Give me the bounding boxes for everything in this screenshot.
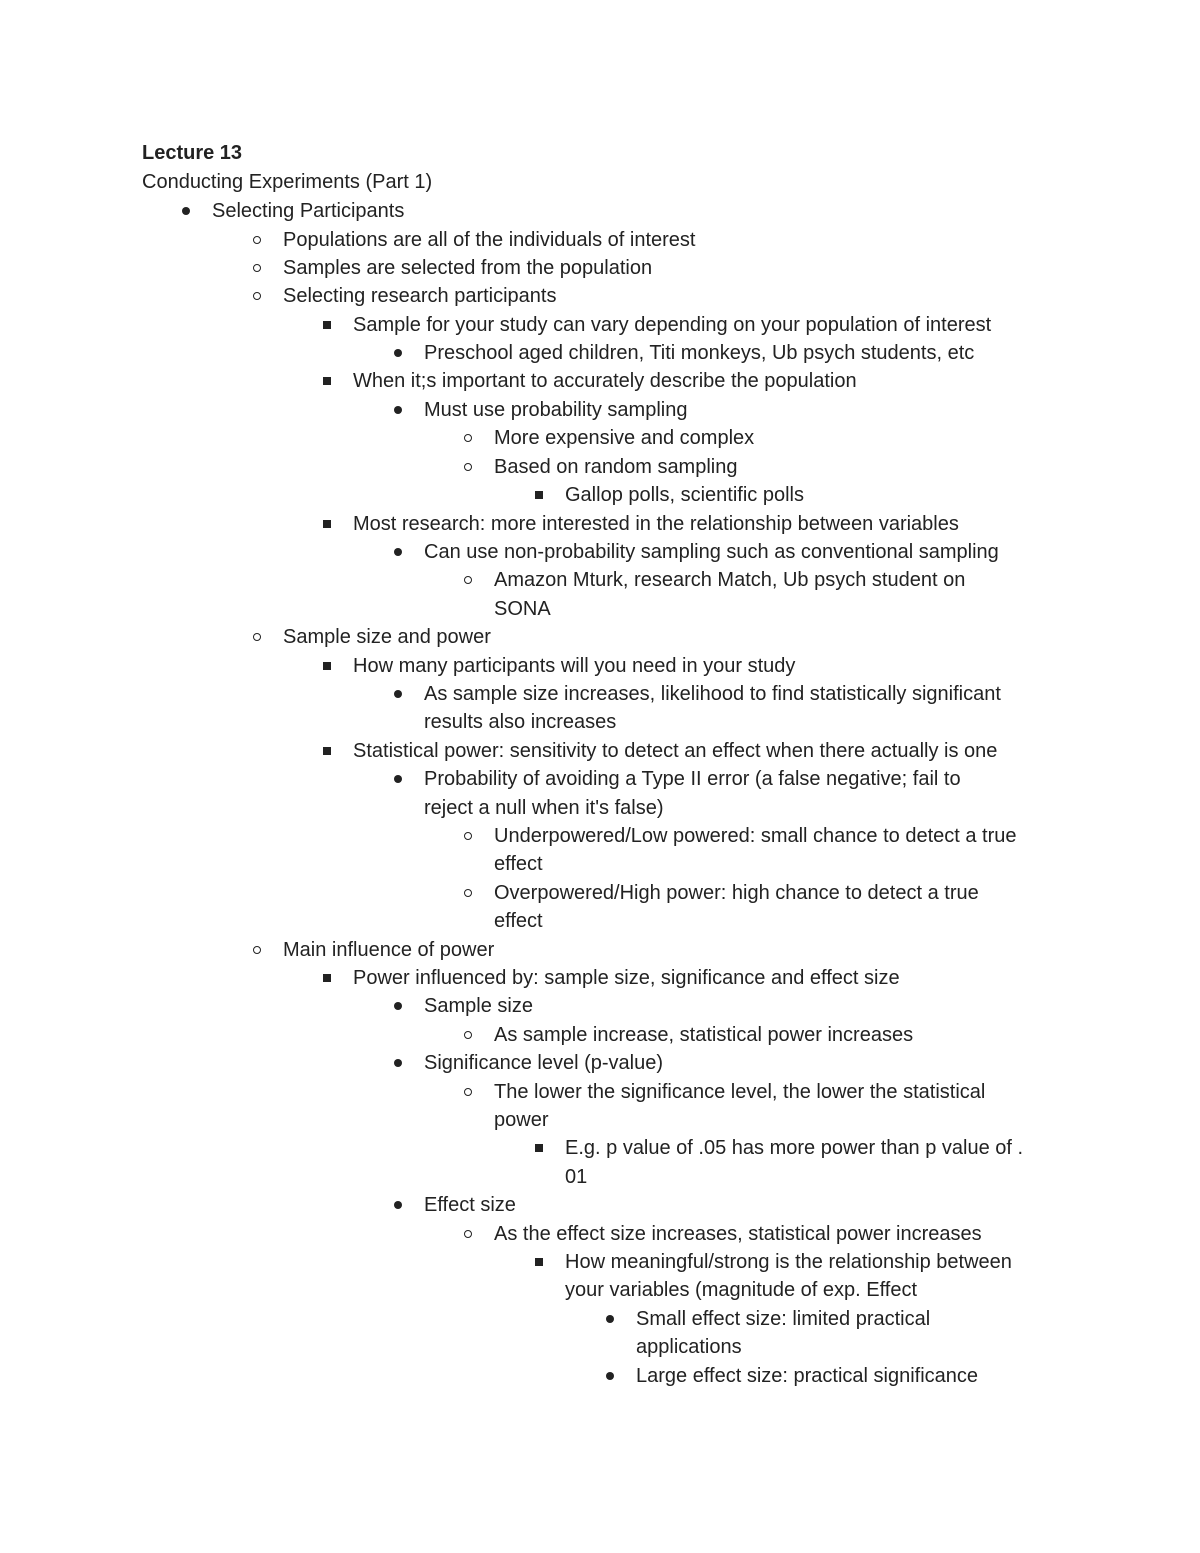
list-item: Sample size and power [283,626,491,648]
list-item: Selecting Participants [212,200,405,222]
list-item: As sample increase, statistical power increases [494,1024,914,1046]
list-item: Main influence of power [283,939,495,961]
bullet-circle-icon [464,832,472,840]
bullet-circle-icon [253,236,261,244]
list-item: E.g. p value of .05 has more power than p value of . [565,1137,1024,1159]
list-item-continuation: SONA [494,598,551,620]
list-item: Gallop polls, scientific polls [565,484,804,506]
bullet-disc-icon [606,1372,614,1380]
bullet-circle-icon [253,264,261,272]
bullet-disc-icon [394,1059,402,1067]
bullet-circle-icon [464,463,472,471]
bullet-disc-icon [394,1201,402,1209]
bullet-circle-icon [253,292,261,300]
list-item: Most research: more interested in the relationship between variables [353,513,959,535]
bullet-circle-icon [464,1088,472,1096]
list-item: More expensive and complex [494,427,755,449]
list-item: Populations are all of the individuals of interest [283,229,696,251]
list-item: Small effect size: limited practical [636,1308,931,1330]
list-item: Based on random sampling [494,456,738,478]
list-item: As the effect size increases, statistical power increases [494,1223,982,1245]
bullet-disc-icon [394,690,402,698]
list-item: Sample for your study can vary depending on your population of interest [353,314,992,336]
bullet-circle-icon [464,1031,472,1039]
bullet-square-icon [535,491,543,499]
bullet-disc-icon [182,207,190,215]
bullet-disc-icon [394,349,402,357]
list-item: Amazon Mturk, research Match, Ub psych student on [494,569,966,591]
bullet-circle-icon [464,889,472,897]
bullet-square-icon [323,747,331,755]
list-item: Effect size [424,1194,516,1216]
bullet-disc-icon [394,548,402,556]
list-item: Power influenced by: sample size, significance and effect size [353,967,900,989]
list-item-continuation: reject a null when it's false) [424,797,664,819]
list-item-continuation: your variables (magnitude of exp. Effect [565,1279,918,1301]
bullet-square-icon [323,662,331,670]
bullet-disc-icon [394,406,402,414]
list-item-continuation: effect [494,910,543,932]
bullet-square-icon [535,1258,543,1266]
list-item: Probability of avoiding a Type II error (a false negative; fail to [424,768,961,790]
list-item: Can use non-probability sampling such as conventional sampling [424,541,999,563]
bullet-square-icon [323,377,331,385]
list-item: Preschool aged children, Titi monkeys, Ub psych students, etc [424,342,975,364]
bullet-circle-icon [464,434,472,442]
list-item-continuation: applications [636,1336,742,1358]
list-item: Selecting research participants [283,285,557,307]
list-item: Underpowered/Low powered: small chance to detect a true [494,825,1017,847]
bullet-circle-icon [253,946,261,954]
list-item-continuation: results also increases [424,711,617,733]
list-item: How meaningful/strong is the relationship between [565,1251,1012,1273]
bullet-square-icon [323,520,331,528]
list-item-continuation: 01 [565,1166,588,1188]
bullet-disc-icon [606,1315,614,1323]
list-item: Overpowered/High power: high chance to detect a true [494,882,979,904]
bullet-circle-icon [253,633,261,641]
list-item: Significance level (p-value) [424,1052,664,1074]
bullet-square-icon [535,1144,543,1152]
bullet-square-icon [323,974,331,982]
lecture-title: Lecture 13 [142,142,243,164]
bullet-disc-icon [394,1002,402,1010]
list-item: Large effect size: practical significance [636,1365,979,1387]
bullet-circle-icon [464,576,472,584]
list-item-continuation: effect [494,853,543,875]
list-item: Must use probability sampling [424,399,688,421]
list-item: When it;s important to accurately describe the population [353,370,857,392]
list-item: The lower the significance level, the lower the statistical [494,1081,986,1103]
section-heading: Conducting Experiments (Part 1) [142,171,433,193]
list-item: Samples are selected from the population [283,257,653,279]
bullet-circle-icon [464,1230,472,1238]
bullet-disc-icon [394,775,402,783]
list-item-continuation: power [494,1109,549,1131]
list-item: As sample size increases, likelihood to find statistically significant [424,683,1001,705]
list-item: Sample size [424,995,533,1017]
list-item: Statistical power: sensitivity to detect an effect when there actually is one [353,740,998,762]
list-item: How many participants will you need in your study [353,655,796,677]
bullet-square-icon [323,321,331,329]
